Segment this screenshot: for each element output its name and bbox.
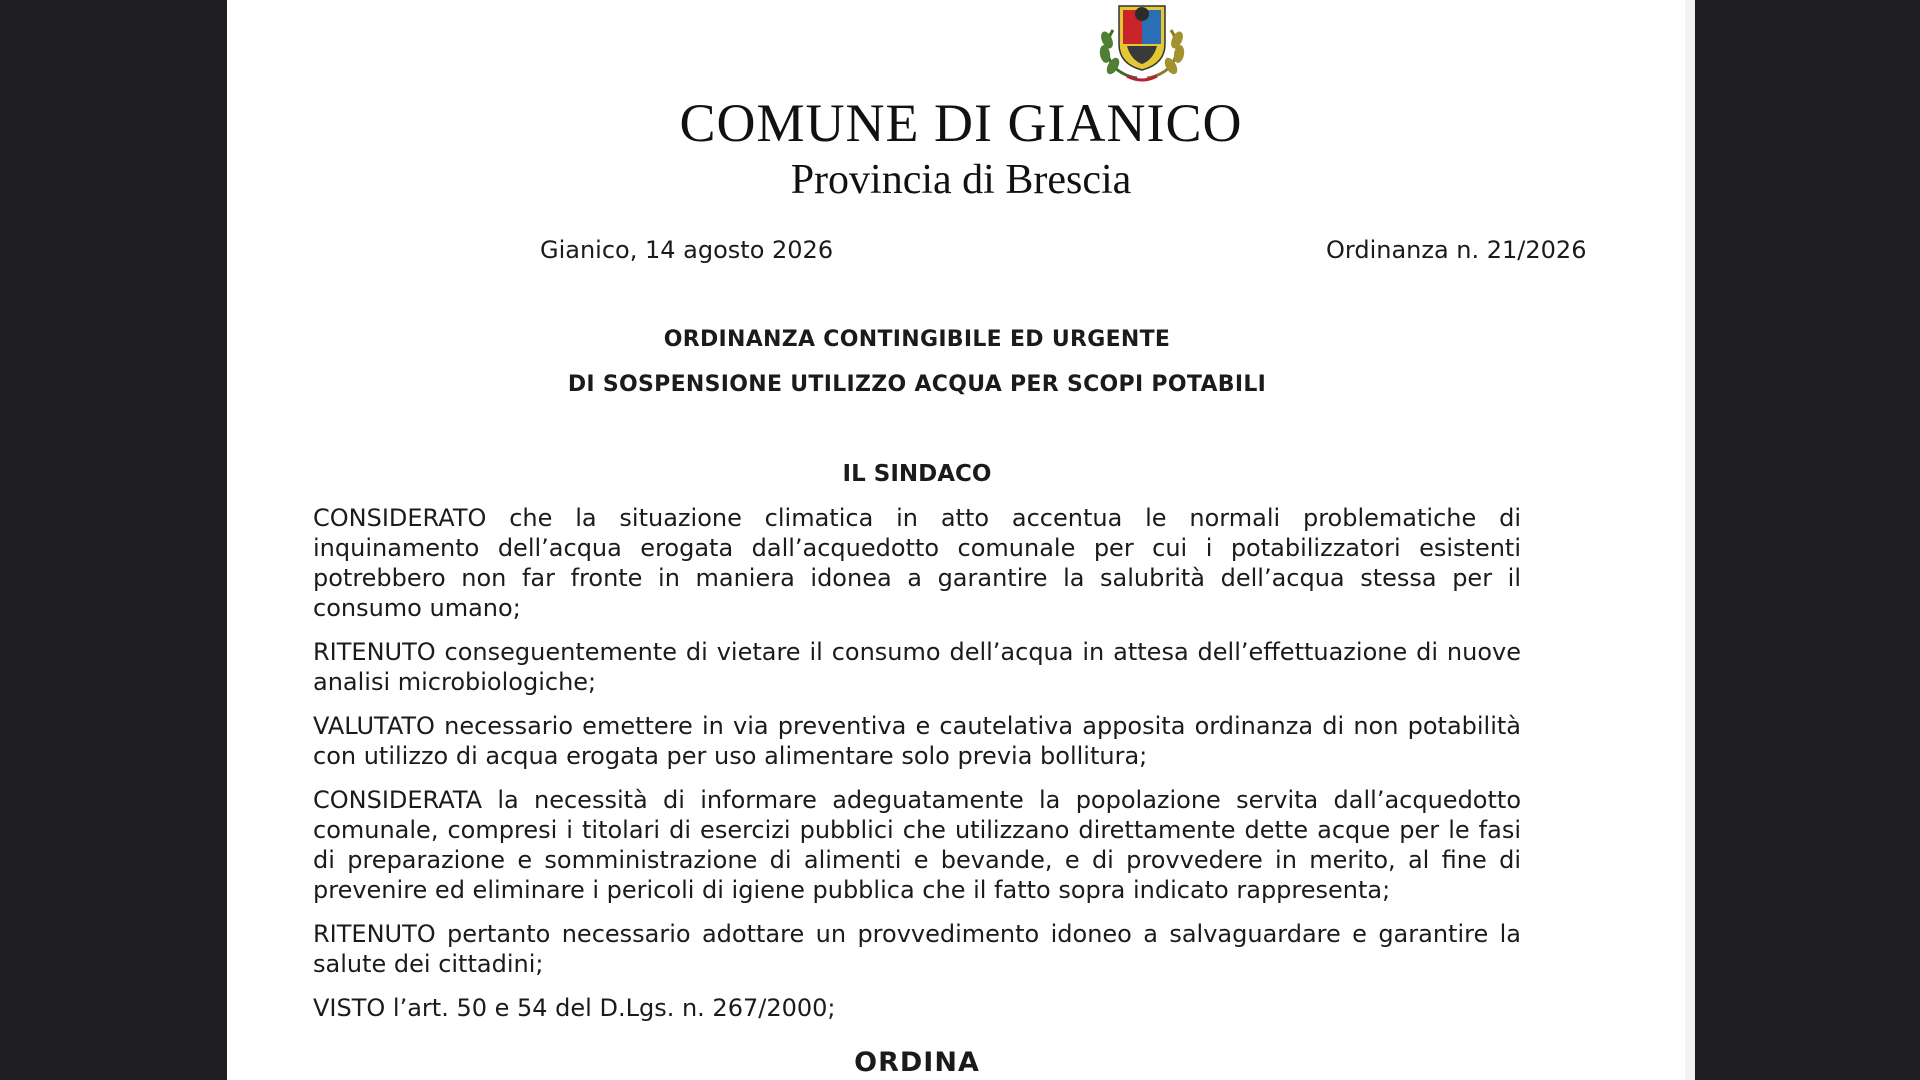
province-name: Provincia di Brescia xyxy=(790,157,1132,203)
page-right-edge xyxy=(1685,0,1695,1080)
ordina-heading: ORDINA xyxy=(854,1047,980,1078)
paragraph-valutato: VALUTATO necessario emettere in via preventiva e cautelativa apposita ordinanza di non potabilità con utilizzo di acqua erogata per uso alimentare solo previa bollitura; xyxy=(313,712,1521,770)
ordinance-title-line-1: ORDINANZA CONTINGIBILE ED URGENTE xyxy=(663,327,1171,352)
ordinance-title-line-2: DI SOSPENSIONE UTILIZZO ACQUA PER SCOPI POTABILI xyxy=(567,372,1267,397)
paragraph-ritenuto: RITENUTO conseguentemente di vietare il consumo dell’acqua in attesa dell’effettuazione di nuove analisi microbiologiche; xyxy=(313,638,1521,696)
paragraph-visto: VISTO l’art. 50 e 54 del D.Lgs. n. 267/2000; xyxy=(313,994,836,1022)
place-and-date: Gianico, 14 agosto 2026 xyxy=(540,236,834,264)
paragraph-ritenuto-pertanto: RITENUTO pertanto necessario adottare un provvedimento idoneo a salvaguardare e garantire la salute dei cittadini; xyxy=(313,920,1521,978)
municipal-coat-of-arms-icon xyxy=(1083,0,1201,84)
town-name: COMUNE DI GIANICO xyxy=(679,93,1243,153)
ordinance-number: Ordinanza n. 21/2026 xyxy=(1326,236,1587,264)
paragraph-considerato: CONSIDERATO che la situazione climatica in atto accentua le normali problematiche di inquinamento dell’acqua erogata dall’acquedotto comunale per cui i potabilizzatori esistenti potrebbero non far fronte in maniera idonea a garantire la salubrità dell’acqua stessa per il consumo umano; xyxy=(313,504,1521,622)
paragraph-considerata: CONSIDERATA la necessità di informare adeguatamente la popolazione servita dall’acquedotto comunale, compresi i titolari di esercizi pubblici che utilizzano direttamente dette acque per le fasi di preparazione e somministrazione di alimenti e bevande, e di provvedere in merito, al fine di prevenire ed eliminare i pericoli di igiene pubblica che il fatto sopra indicato rappresenta; xyxy=(313,786,1521,904)
ordinance-body xyxy=(313,503,1521,1037)
authority-heading: IL SINDACO xyxy=(842,461,992,487)
